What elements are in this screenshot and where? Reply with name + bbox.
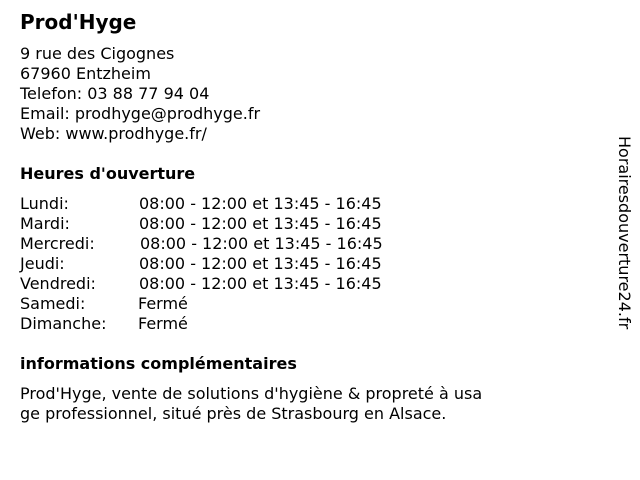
time-value: 08:00 - 12:00 et 13:45 - 16:45	[140, 234, 383, 253]
address-street: 9 rue des Cigognes	[20, 44, 175, 63]
email-line: Email: prodhyge@prodhyge.fr	[20, 104, 261, 123]
time-value: 08:00 - 12:00 et 13:45 - 16:45	[139, 214, 382, 233]
day-label: Dimanche:	[20, 314, 107, 333]
phone-line: Telefon: 03 88 77 94 04	[20, 84, 210, 103]
info-line-2: ge professionnel, situé près de Strasbourg en Alsace.	[20, 404, 447, 423]
address-city: 67960 Entzheim	[20, 64, 151, 83]
business-name: Prod'Hyge	[20, 10, 137, 34]
address-block	[20, 44, 260, 144]
day-label: Lundi:	[20, 194, 69, 213]
info-line-1: Prod'Hyge, vente de solutions d'hygiène & propreté à usa	[20, 384, 483, 403]
day-label: Mercredi:	[20, 234, 95, 253]
info-heading: informations complémentaires	[20, 354, 297, 373]
web-line: Web: www.prodhyge.fr/	[20, 124, 207, 143]
day-label: Samedi:	[20, 294, 86, 313]
time-value: 08:00 - 12:00 et 13:45 - 16:45	[139, 194, 382, 213]
day-label: Jeudi:	[20, 254, 65, 273]
hours-heading: Heures d'ouverture	[20, 164, 196, 183]
time-value: 08:00 - 12:00 et 13:45 - 16:45	[139, 254, 382, 273]
day-label: Mardi:	[20, 214, 70, 233]
site-watermark: Horairesdouverture24.fr	[615, 136, 634, 330]
time-value: 08:00 - 12:00 et 13:45 - 16:45	[139, 274, 382, 293]
time-value: Fermé	[138, 294, 188, 313]
info-description	[20, 384, 482, 424]
day-label: Vendredi:	[20, 274, 96, 293]
time-value: Fermé	[138, 314, 188, 333]
